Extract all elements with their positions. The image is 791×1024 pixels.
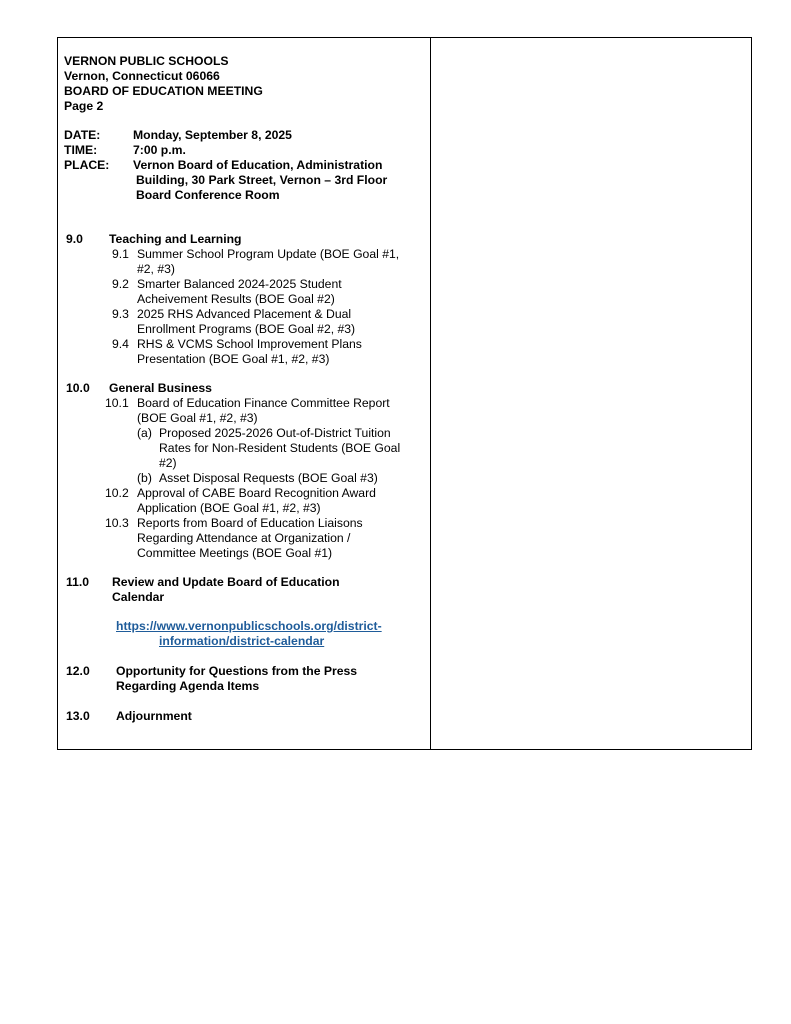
place-line: Vernon Board of Education, Administration bbox=[133, 158, 383, 172]
time-label: TIME: bbox=[64, 143, 98, 157]
calendar-link[interactable]: information/district-calendar bbox=[159, 634, 325, 648]
item-number: 10.1 bbox=[105, 396, 129, 410]
section-title: Calendar bbox=[112, 590, 165, 604]
item-text: Application (BOE Goal #1, #2, #3) bbox=[137, 501, 321, 515]
item-text: Summer School Program Update (BOE Goal #1, bbox=[137, 247, 400, 261]
subitem-text: Rates for Non-Resident Students (BOE Goal bbox=[159, 441, 401, 455]
place-line: Building, 30 Park Street, Vernon – 3rd Floor bbox=[136, 173, 388, 187]
section-title: General Business bbox=[109, 381, 212, 395]
subitem-text: Asset Disposal Requests (BOE Goal #3) bbox=[159, 471, 378, 485]
item-text: Regarding Attendance at Organization / bbox=[137, 531, 351, 545]
item-text: #2, #3) bbox=[137, 262, 175, 276]
item-text: Reports from Board of Education Liaisons bbox=[137, 516, 363, 530]
date-label: DATE: bbox=[64, 128, 101, 142]
item-number: 9.4 bbox=[112, 337, 129, 351]
place-line: Board Conference Room bbox=[136, 188, 280, 202]
section-title: Teaching and Learning bbox=[109, 232, 242, 246]
date-value: Monday, September 8, 2025 bbox=[133, 128, 292, 142]
section-number: 10.0 bbox=[66, 381, 90, 395]
time-value: 7:00 p.m. bbox=[133, 143, 186, 157]
calendar-link[interactable]: https://www.vernonpublicschools.org/district- bbox=[116, 619, 382, 633]
section-number: 12.0 bbox=[66, 664, 90, 678]
item-text: (BOE Goal #1, #2, #3) bbox=[137, 411, 258, 425]
section-title: Opportunity for Questions from the Press bbox=[116, 664, 358, 678]
meeting-title: BOARD OF EDUCATION MEETING bbox=[64, 84, 263, 98]
item-text: Presentation (BOE Goal #1, #2, #3) bbox=[137, 352, 330, 366]
subitem-text: Proposed 2025-2026 Out-of-District Tuition bbox=[159, 426, 391, 440]
district-name: VERNON PUBLIC SCHOOLS bbox=[64, 54, 229, 68]
section-title: Regarding Agenda Items bbox=[116, 679, 260, 693]
item-text: Approval of CABE Board Recognition Award bbox=[137, 486, 376, 500]
item-number: 9.1 bbox=[112, 247, 129, 261]
item-text: Enrollment Programs (BOE Goal #2, #3) bbox=[137, 322, 356, 336]
section-title: Adjournment bbox=[116, 709, 192, 723]
item-number: 10.2 bbox=[105, 486, 129, 500]
section-number: 9.0 bbox=[66, 232, 83, 246]
section-title: Review and Update Board of Education bbox=[112, 575, 340, 589]
item-number: 9.3 bbox=[112, 307, 129, 321]
place-label: PLACE: bbox=[64, 158, 110, 172]
section-number: 11.0 bbox=[66, 575, 90, 589]
item-number: 10.3 bbox=[105, 516, 129, 530]
item-text: Committee Meetings (BOE Goal #1) bbox=[137, 546, 333, 560]
section-number: 13.0 bbox=[66, 709, 90, 723]
item-text: Board of Education Finance Committee Report bbox=[137, 396, 390, 410]
item-text: Acheivement Results (BOE Goal #2) bbox=[137, 292, 335, 306]
item-text: Smarter Balanced 2024-2025 Student bbox=[137, 277, 342, 291]
page-number: Page 2 bbox=[64, 99, 104, 113]
subitem-text: #2) bbox=[159, 456, 177, 470]
item-text: 2025 RHS Advanced Placement & Dual bbox=[137, 307, 352, 321]
subitem-label: (b) bbox=[137, 471, 152, 485]
agenda-table bbox=[57, 37, 752, 750]
item-number: 9.2 bbox=[112, 277, 129, 291]
item-text: RHS & VCMS School Improvement Plans bbox=[137, 337, 362, 351]
subitem-label: (a) bbox=[137, 426, 152, 440]
district-location: Vernon, Connecticut 06066 bbox=[64, 69, 220, 83]
notes-column bbox=[431, 38, 751, 749]
